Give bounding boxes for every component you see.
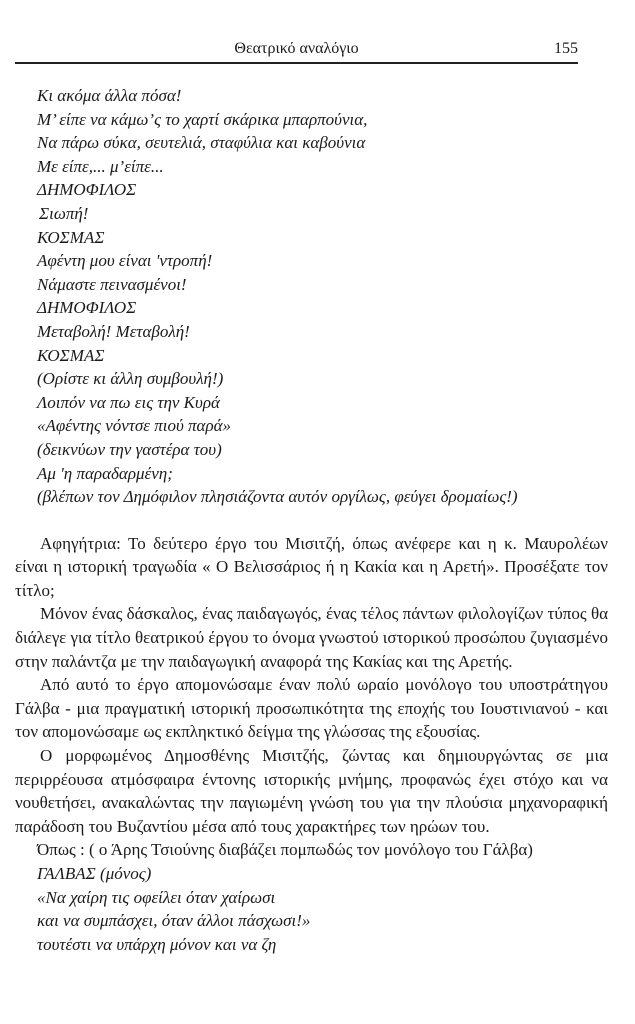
stage-direction: (Ορίστε κι άλλη συμβουλή!)	[37, 369, 224, 389]
verse-line: «Αφέντης νόντσε πιού παρά»	[37, 416, 232, 436]
stage-direction: (βλέπων τον Δημόφιλον πλησιάζοντα αυτόν οργίλως, φεύγει δρομαίως!)	[37, 487, 518, 507]
verse-line: Σιωπή!	[39, 203, 89, 223]
closing-intro: Όπως : ( ο Άρης Τσιούνης διαβάζει πομπωδώς τον μονόλογο του Γάλβα)	[37, 840, 533, 860]
closing-block	[15, 838, 608, 956]
verse-line: Νάμαστε πεινασμένοι!	[37, 274, 187, 294]
verse-line: Μ’ είπε να κάμω’ς το χαρτί σκάρικα μπαρπούνια,	[37, 109, 368, 129]
prose-block	[15, 532, 608, 839]
paragraph: Μόνον ένας δάσκαλος, ένας παιδαγωγός, ένας τέλος πάντων φιλολογίζων τύπος θα διάλεγε για τίτλο θεατρικού έργου το όνομα γνωστού ιστορικού προσώπου ζυγιασμένο στην παλάντζα με την παιδαγωγική αναφορά της Κακίας και της Αρετής.	[15, 604, 608, 671]
speaker-name: ΔΗΜΟΦΙΛΟΣ	[37, 298, 137, 318]
page-number: 155	[554, 40, 578, 57]
verse-line: Με είπε,... μ’είπε...	[37, 156, 164, 176]
verse-line: Να πάρω σύκα, σευτελιά, σταφύλια και καβούνια	[37, 133, 366, 153]
speaker-name: ΚΟΣΜΑΣ	[37, 345, 105, 365]
speaker-name: ΚΟΣΜΑΣ	[37, 227, 105, 247]
speaker-name: ΔΗΜΟΦΙΛΟΣ	[37, 180, 137, 200]
verse-line: Αφέντη μου είναι 'ντροπή!	[37, 251, 213, 271]
page-content	[15, 84, 608, 956]
verse-line: Μεταβολή! Μεταβολή!	[37, 321, 190, 341]
monologue-line: «Να χαίρη τις οφείλει όταν χαίρωσι	[37, 887, 276, 907]
running-header-title: Θεατρικό αναλόγιο	[234, 40, 359, 57]
verse-line: Κι ακόμα άλλα πόσα!	[37, 86, 182, 105]
paragraph: Από αυτό το έργο απομονώσαμε έναν πολύ ωραίο μονόλογο του υποστράτηγου Γάλβα - μια πραγματική ιστορική προσωπικότητα της εποχής του Ιουστινιανού - και τον απομονώσαμε ως εκπληκτικό δείγμα της γλώσσας της εξουσίας.	[15, 675, 608, 742]
speaker-name: ΓΑΛΒΑΣ (μόνος)	[37, 864, 152, 883]
monologue-line: τουτέστι να υπάρχη μόνον και να ζη	[37, 934, 277, 954]
verse-line: Αμ 'η παραδαρμένη;	[37, 463, 173, 483]
paragraph: Ο μορφωμένος Δημοσθένης Μισιτζής, ζώντας και δημιουργώντας σε μια περιρρέουσα ατμόσφαιρα έντονης ιστορικής μνήμης, προφανώς έχει στόχο και να νουθετήσει, ανακαλώντας την παγιωμένη γνώση του για την πλούσια μηχανοραφική παράδοση του Βυζαντίου μέσα από τους χαρακτήρες των ηρώων του.	[15, 746, 608, 836]
verse-line: Λοιπόν να πω εις την Κυρά	[37, 392, 220, 412]
running-header	[15, 38, 578, 64]
monologue-line: και να συμπάσχει, όταν άλλοι πάσχωσι!»	[37, 911, 311, 931]
paragraph: Αφηγήτρια: Το δεύτερο έργο του Μισιτζή, όπως ανέφερε και η κ. Μαυρολέων είναι η ιστορική τραγωδία « Ο Βελισσάριος ή η Κακία και η Αρετή». Προσέξατε τον τίτλο;	[15, 533, 608, 600]
verse-block	[15, 84, 608, 509]
stage-direction: (δεικνύων την γαστέρα του)	[37, 439, 222, 459]
